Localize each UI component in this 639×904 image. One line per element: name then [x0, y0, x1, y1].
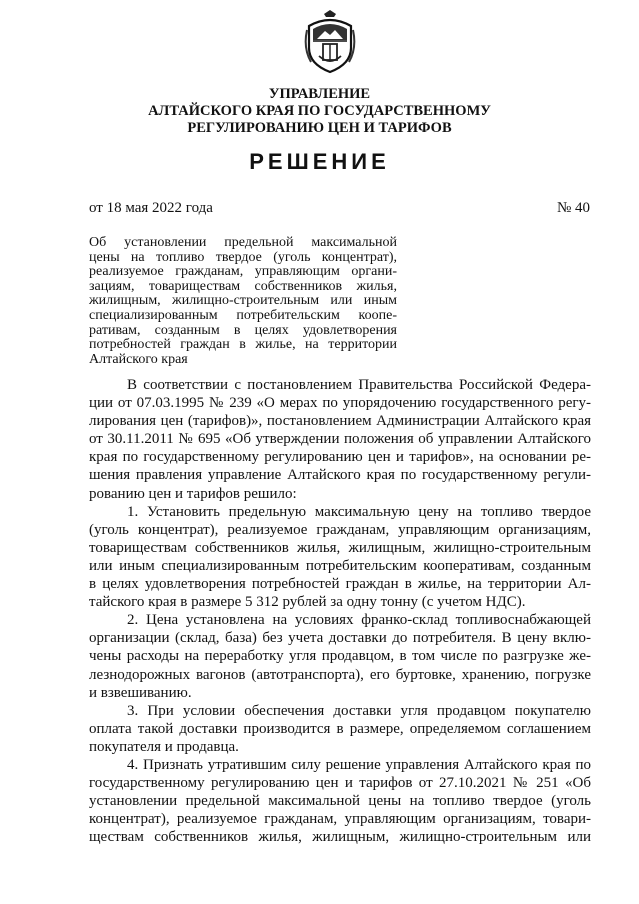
text-line: в целях удовлетворения потребностей граждан в жилье, на территории Ал-: [89, 576, 591, 593]
text-line: организации (склад, база) без учета доставки до потребителя. В цену вклю-: [89, 630, 591, 647]
text-line: 3. При условии обеспечения доставки угля продавцом покупателю: [127, 702, 591, 719]
text-line: шения правления управление Алтайского края по государственному регули-: [89, 467, 591, 484]
text-line: тайского края в размере 5 312 рублей за одну тонну (с учетом НДС).: [89, 594, 526, 611]
text-line: или иным специализированным потребительским кооперативам, созданным: [89, 557, 591, 574]
clause-3-paragraph: [89, 702, 591, 756]
decision-number: № 40: [556, 200, 590, 216]
header-line-2: АЛТАЙСКОГО КРАЯ ПО ГОСУДАРСТВЕННОМУ: [148, 103, 491, 119]
text-line: государственному регулированию цен и тарифов от 27.10.2021 № 251 «Об: [89, 775, 591, 792]
decision-body: [89, 376, 591, 846]
clause-4-paragraph: [89, 756, 591, 846]
document-title: РЕШЕНИЕ: [249, 149, 390, 174]
preamble-paragraph: [89, 376, 591, 503]
text-line: чены расходы на переработку угля продавцом, в том числе по разгрузке же-: [89, 648, 591, 665]
text-line: 2. Цена установлена на условиях франко-склад топливоснабжающей: [127, 612, 591, 629]
subject-line: жилищным, жилищно-строительным или иным: [89, 293, 397, 309]
decision-date: от 18 мая 2022 года: [89, 200, 213, 216]
subject-line: цены на топливо твердое (уголь концентрат),: [89, 249, 397, 265]
subject-line: зациям, товариществам собственников жилья,: [89, 278, 397, 294]
subject-line: Об установлении предельной максимальной: [89, 235, 397, 250]
clause-1-paragraph: [89, 503, 591, 612]
subject-line: Алтайского края: [89, 351, 188, 367]
text-line: покупателя и продавца.: [89, 738, 239, 755]
text-line: (уголь концентрат), реализуемое гражданам, управляющим организациям,: [89, 521, 591, 538]
header-line-3: РЕГУЛИРОВАНИЮ ЦЕН И ТАРИФОВ: [187, 120, 452, 136]
text-line: концентрат), реализуемое гражданам, управляющим организациям, товари-: [89, 811, 591, 828]
text-line: ции от 07.03.1995 № 239 «О мерах по упорядочению государственного регу-: [89, 395, 591, 412]
text-line: лезнодорожных вагонов (автотранспорта), его буртовке, хранению, погрузке: [89, 666, 591, 683]
subject-line: ративам, созданным в целях удовлетворения: [89, 322, 397, 338]
text-line: 4. Признать утратившим силу решение управления Алтайского края по: [127, 756, 591, 773]
text-line: 1. Установить предельную максимальную цену на топливо твердое: [127, 503, 591, 520]
decision-subject: [89, 236, 397, 367]
text-line: лирования цен (тарифов)», постановлением Администрации Алтайского края: [89, 413, 591, 430]
text-line: В соответствии с постановлением Правительства Российской Федера-: [127, 377, 591, 393]
text-line: от 30.11.2011 № 695 «Об утверждении положения об управлении Алтайского: [89, 431, 591, 448]
text-line: рованию цен и тарифов решило:: [89, 485, 297, 502]
text-line: установлении предельной максимальной цены на топливо твердое (уголь: [89, 793, 591, 810]
text-line: края по государственному регулированию цен и тарифов», на основании ре-: [89, 449, 591, 466]
subject-line: специализированным потребительским коопе-: [89, 307, 397, 323]
text-line: товариществам собственников жилья, жилищным, жилищно-строительным: [89, 539, 591, 556]
text-line: оплата такой доставки производится в размере, определяемом соглашением: [89, 720, 591, 737]
authority-header: [0, 86, 639, 137]
altai-krai-emblem: [303, 8, 357, 74]
text-line: ществам собственников жилья, жилищным, жилищно-строительным или: [89, 829, 591, 846]
subject-line: потребностей граждан в жилье, на территории: [89, 337, 397, 353]
header-line-1: УПРАВЛЕНИЕ: [268, 86, 371, 102]
text-line: и взвешиванию.: [89, 684, 192, 701]
clause-2-paragraph: [89, 611, 591, 701]
subject-line: реализуемое гражданам, управляющим органи-: [89, 264, 397, 280]
